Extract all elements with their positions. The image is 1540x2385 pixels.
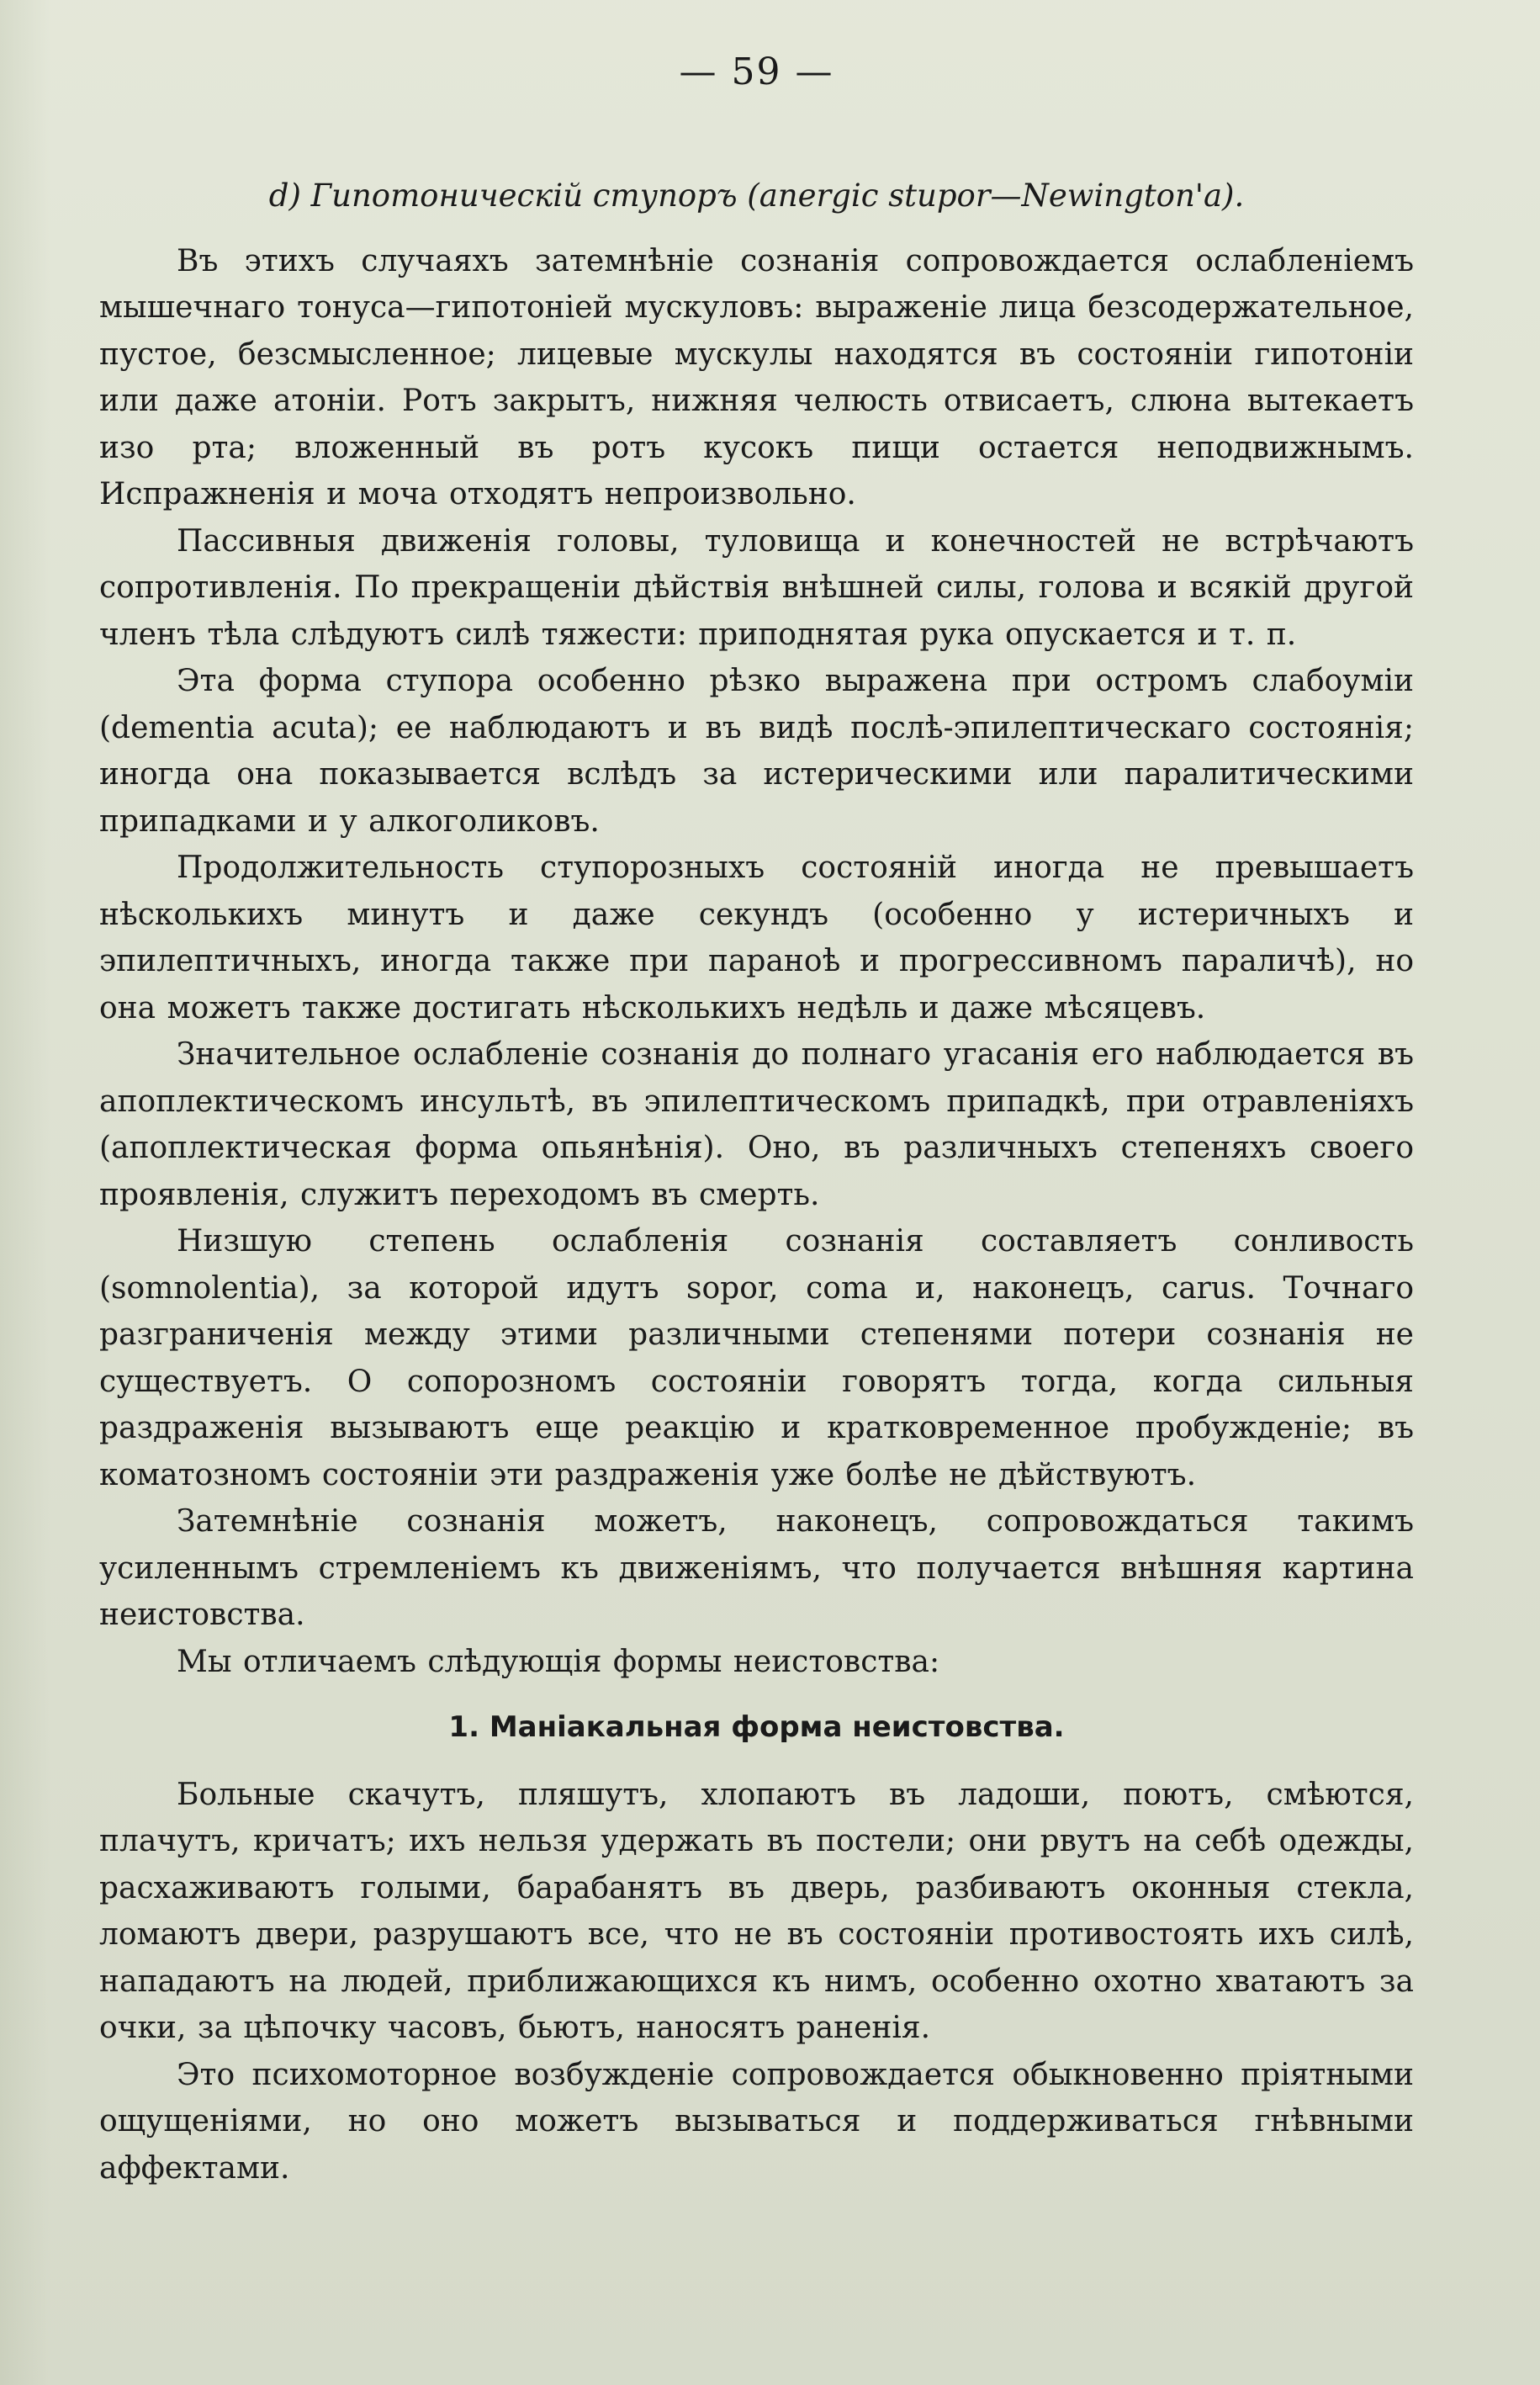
paragraph: Затемнѣніе сознанія можетъ, наконецъ, сопровождаться такимъ усиленнымъ стремленіемъ къ движеніямъ, что получается внѣшняя картина неистовства. (99, 1504, 1414, 1633)
paragraph: Больные скачутъ, пляшутъ, хлопаютъ въ ладоши, поютъ, смѣются, плачутъ, кричатъ; ихъ нельзя удержать въ постели; они рвутъ на себѣ одежды, расхаживаютъ голыми, барабанятъ въ дверь, разбиваютъ оконныя стекла, ломаютъ двери, разрушаютъ все, что не въ состояніи противостоять ихъ силѣ, нападаютъ на людей, приближающихся къ нимъ, особенно охотно хватаютъ за очки, за цѣпочку часовъ, бьютъ, наносятъ раненія. (99, 1777, 1414, 2046)
section-heading: d) Гипотоническій ступоръ (anergic stupor—Newington'а). (268, 177, 1245, 214)
paragraph: Продолжительность ступорозныхъ состояній иногда не превышаетъ нѣсколькихъ минутъ и даже секундъ (особенно у истеричныхъ и эпилептичныхъ, иногда также при паранoѣ и прогрессивномъ параличѣ), но она можетъ также достигать нѣсколькихъ недѣль и даже мѣсяцевъ. (99, 851, 1414, 1026)
page-number: — 59 — (679, 50, 834, 93)
paragraph: Значительное ослабленіе сознанія до полнаго угасанія его наблюдается въ апоплектическомъ инсультѣ, въ эпилептическомъ припадкѣ, при отравленіяхъ (апоплектическая форма опьянѣнія). Оно, въ различныхъ степеняхъ своего проявленія, служитъ переходомъ въ смерть. (99, 1037, 1414, 1212)
paragraph: Эта форма ступора особенно рѣзко выражена при остромъ слабоуміи (dementia acuta); ее наблюдаютъ и въ видѣ послѣ-эпилептическаго состоянія; иногда она показывается вслѣдъ за истерическими или паралитическими припадками и у алкоголиковъ. (99, 664, 1414, 839)
subsection-heading: 1. Маніакальная форма неистовства. (448, 1710, 1065, 1745)
paragraph: Это психомоторное возбужденіе сопровождается обыкновенно пріятными ощущеніями, но оно можетъ вызываться и поддерживаться гнѣвными аффектами. (99, 2057, 1414, 2186)
paragraph: Низшую степень ослабленія сознанія составляетъ сонливость (somnolentia), за которой идутъ sopor, coma и, наконецъ, carus. Точнаго разграниченія между этими различными степенями потери сознанія не существуетъ. О сопорозномъ состояніи говорятъ тогда, когда сильныя раздраженія вызываютъ еще реакцію и кратковременное пробужденіе; въ коматозномъ состояніи эти раздраженія уже болѣе не дѣйствуютъ. (99, 1224, 1414, 1492)
paragraph: Мы отличаемъ слѣдующія формы неистовства: (177, 1644, 940, 1679)
paragraph: Въ этихъ случаяхъ затемнѣніе сознанія сопровождается ослабленіемъ мышечнаго тонуса—гипотоніей мускуловъ: выраженіе лица безсодержательное, пустое, безсмысленное; лицевые мускулы находятся въ состояніи гипотоніи или даже атоніи. Ротъ закрытъ, нижняя челюсть отвисаетъ, слюна вытекаетъ изо рта; вложенный въ ротъ кусокъ пищи остается неподвижнымъ. Испражненія и моча отходятъ непроизвольно. (99, 243, 1414, 512)
paragraph: Пассивныя движенія головы, туловища и конечностей не встрѣчаютъ сопротивленія. По прекращеніи дѣйствія внѣшней силы, голова и всякій другой членъ тѣла слѣдуютъ силѣ тяжести: приподнятая рука опускается и т. п. (99, 523, 1414, 652)
